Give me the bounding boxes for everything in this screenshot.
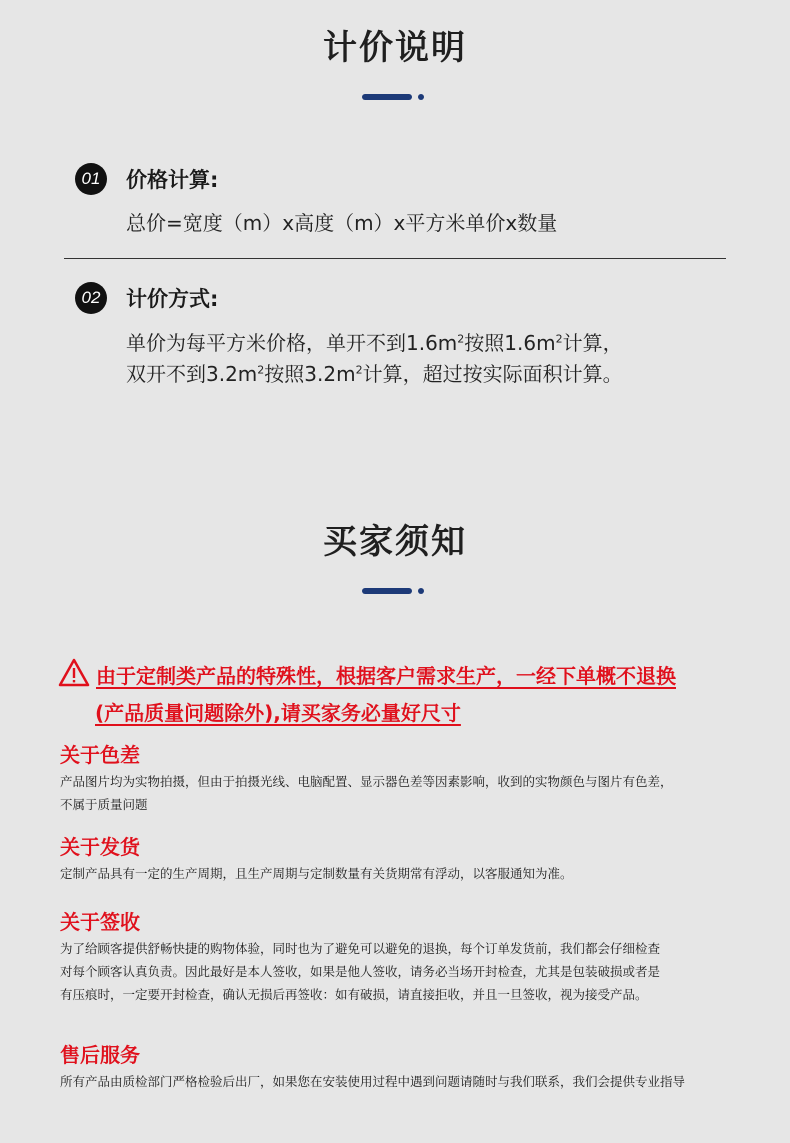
shipping-heading: 关于发货 bbox=[60, 835, 140, 859]
pricing-method-line-1: 单价为每平方米价格，单开不到$1.6m^2$按照$1.6m^2$计算， bbox=[126, 331, 623, 355]
after-sales-line: 所有产品由质检部门严格检验后出厂，如果您在安装使用过程中遇到问题请随时与我们联系，我们会提供专业指导 bbox=[60, 1074, 686, 1089]
warning-line-1: 由于定制类产品的特殊性，根据客户需求生产，一经下单概不退换 bbox=[96, 664, 676, 688]
shipping-text bbox=[60, 862, 760, 885]
pricing-method-text bbox=[126, 328, 623, 390]
warning-line-2: (产品质量问题除外),请买家务必量好尺寸 bbox=[95, 701, 461, 725]
buyer-notice-title: 买家须知 bbox=[323, 522, 467, 562]
color-difference-heading: 关于色差 bbox=[60, 743, 140, 767]
item-number-badge-02: 02 bbox=[75, 282, 107, 314]
title-underline-bar bbox=[362, 588, 412, 594]
buyer-title-decoration bbox=[0, 587, 790, 595]
receipt-heading: 关于签收 bbox=[60, 910, 140, 934]
title-underline-dot bbox=[418, 588, 424, 594]
after-sales-text bbox=[60, 1070, 760, 1093]
price-calculation-heading: 价格计算: bbox=[126, 168, 219, 192]
color-difference-text bbox=[60, 770, 760, 816]
pricing-method-heading: 计价方式: bbox=[126, 287, 219, 311]
pricing-title: 计价说明 bbox=[323, 28, 467, 68]
title-underline-bar bbox=[362, 94, 412, 100]
warning-triangle-icon bbox=[58, 658, 90, 688]
pricing-method-line-2: 双开不到$3.2m^2$按照$3.2m^2$计算，超过按实际面积计算。 bbox=[126, 362, 623, 386]
section-divider bbox=[64, 258, 726, 259]
color-difference-line: 不属于质量问题 bbox=[60, 797, 148, 812]
item-number-badge-01: 01 bbox=[75, 163, 107, 195]
receipt-line: 有压痕时，一定要开封检查，确认无损后再签收：如有破损，请直接拒收，并且一旦签收，视为接受产品。 bbox=[60, 987, 648, 1002]
after-sales-heading: 售后服务 bbox=[60, 1043, 140, 1067]
title-underline-dot bbox=[418, 94, 424, 100]
warning-notice bbox=[58, 658, 738, 692]
color-difference-line: 产品图片均为实物拍摄，但由于拍摄光线、电脑配置、显示器色差等因素影响，收到的实物颜色与图片有色差， bbox=[60, 774, 673, 789]
pricing-title-decoration bbox=[0, 93, 790, 101]
price-formula: 总价=宽度（m）x高度（m）x平方米单价x数量 bbox=[126, 211, 558, 235]
receipt-line: 对每个顾客认真负责。因此最好是本人签收，如果是他人签收，请务必当场开封检查，尤其是包装破损或者是 bbox=[60, 964, 661, 979]
receipt-text bbox=[60, 937, 760, 1006]
shipping-line: 定制产品具有一定的生产周期，且生产周期与定制数量有关货期常有浮动，以客服通知为准。 bbox=[60, 866, 573, 881]
receipt-line: 为了给顾客提供舒畅快捷的购物体验，同时也为了避免可以避免的退换，每个订单发货前，我们都会仔细检查 bbox=[60, 941, 661, 956]
